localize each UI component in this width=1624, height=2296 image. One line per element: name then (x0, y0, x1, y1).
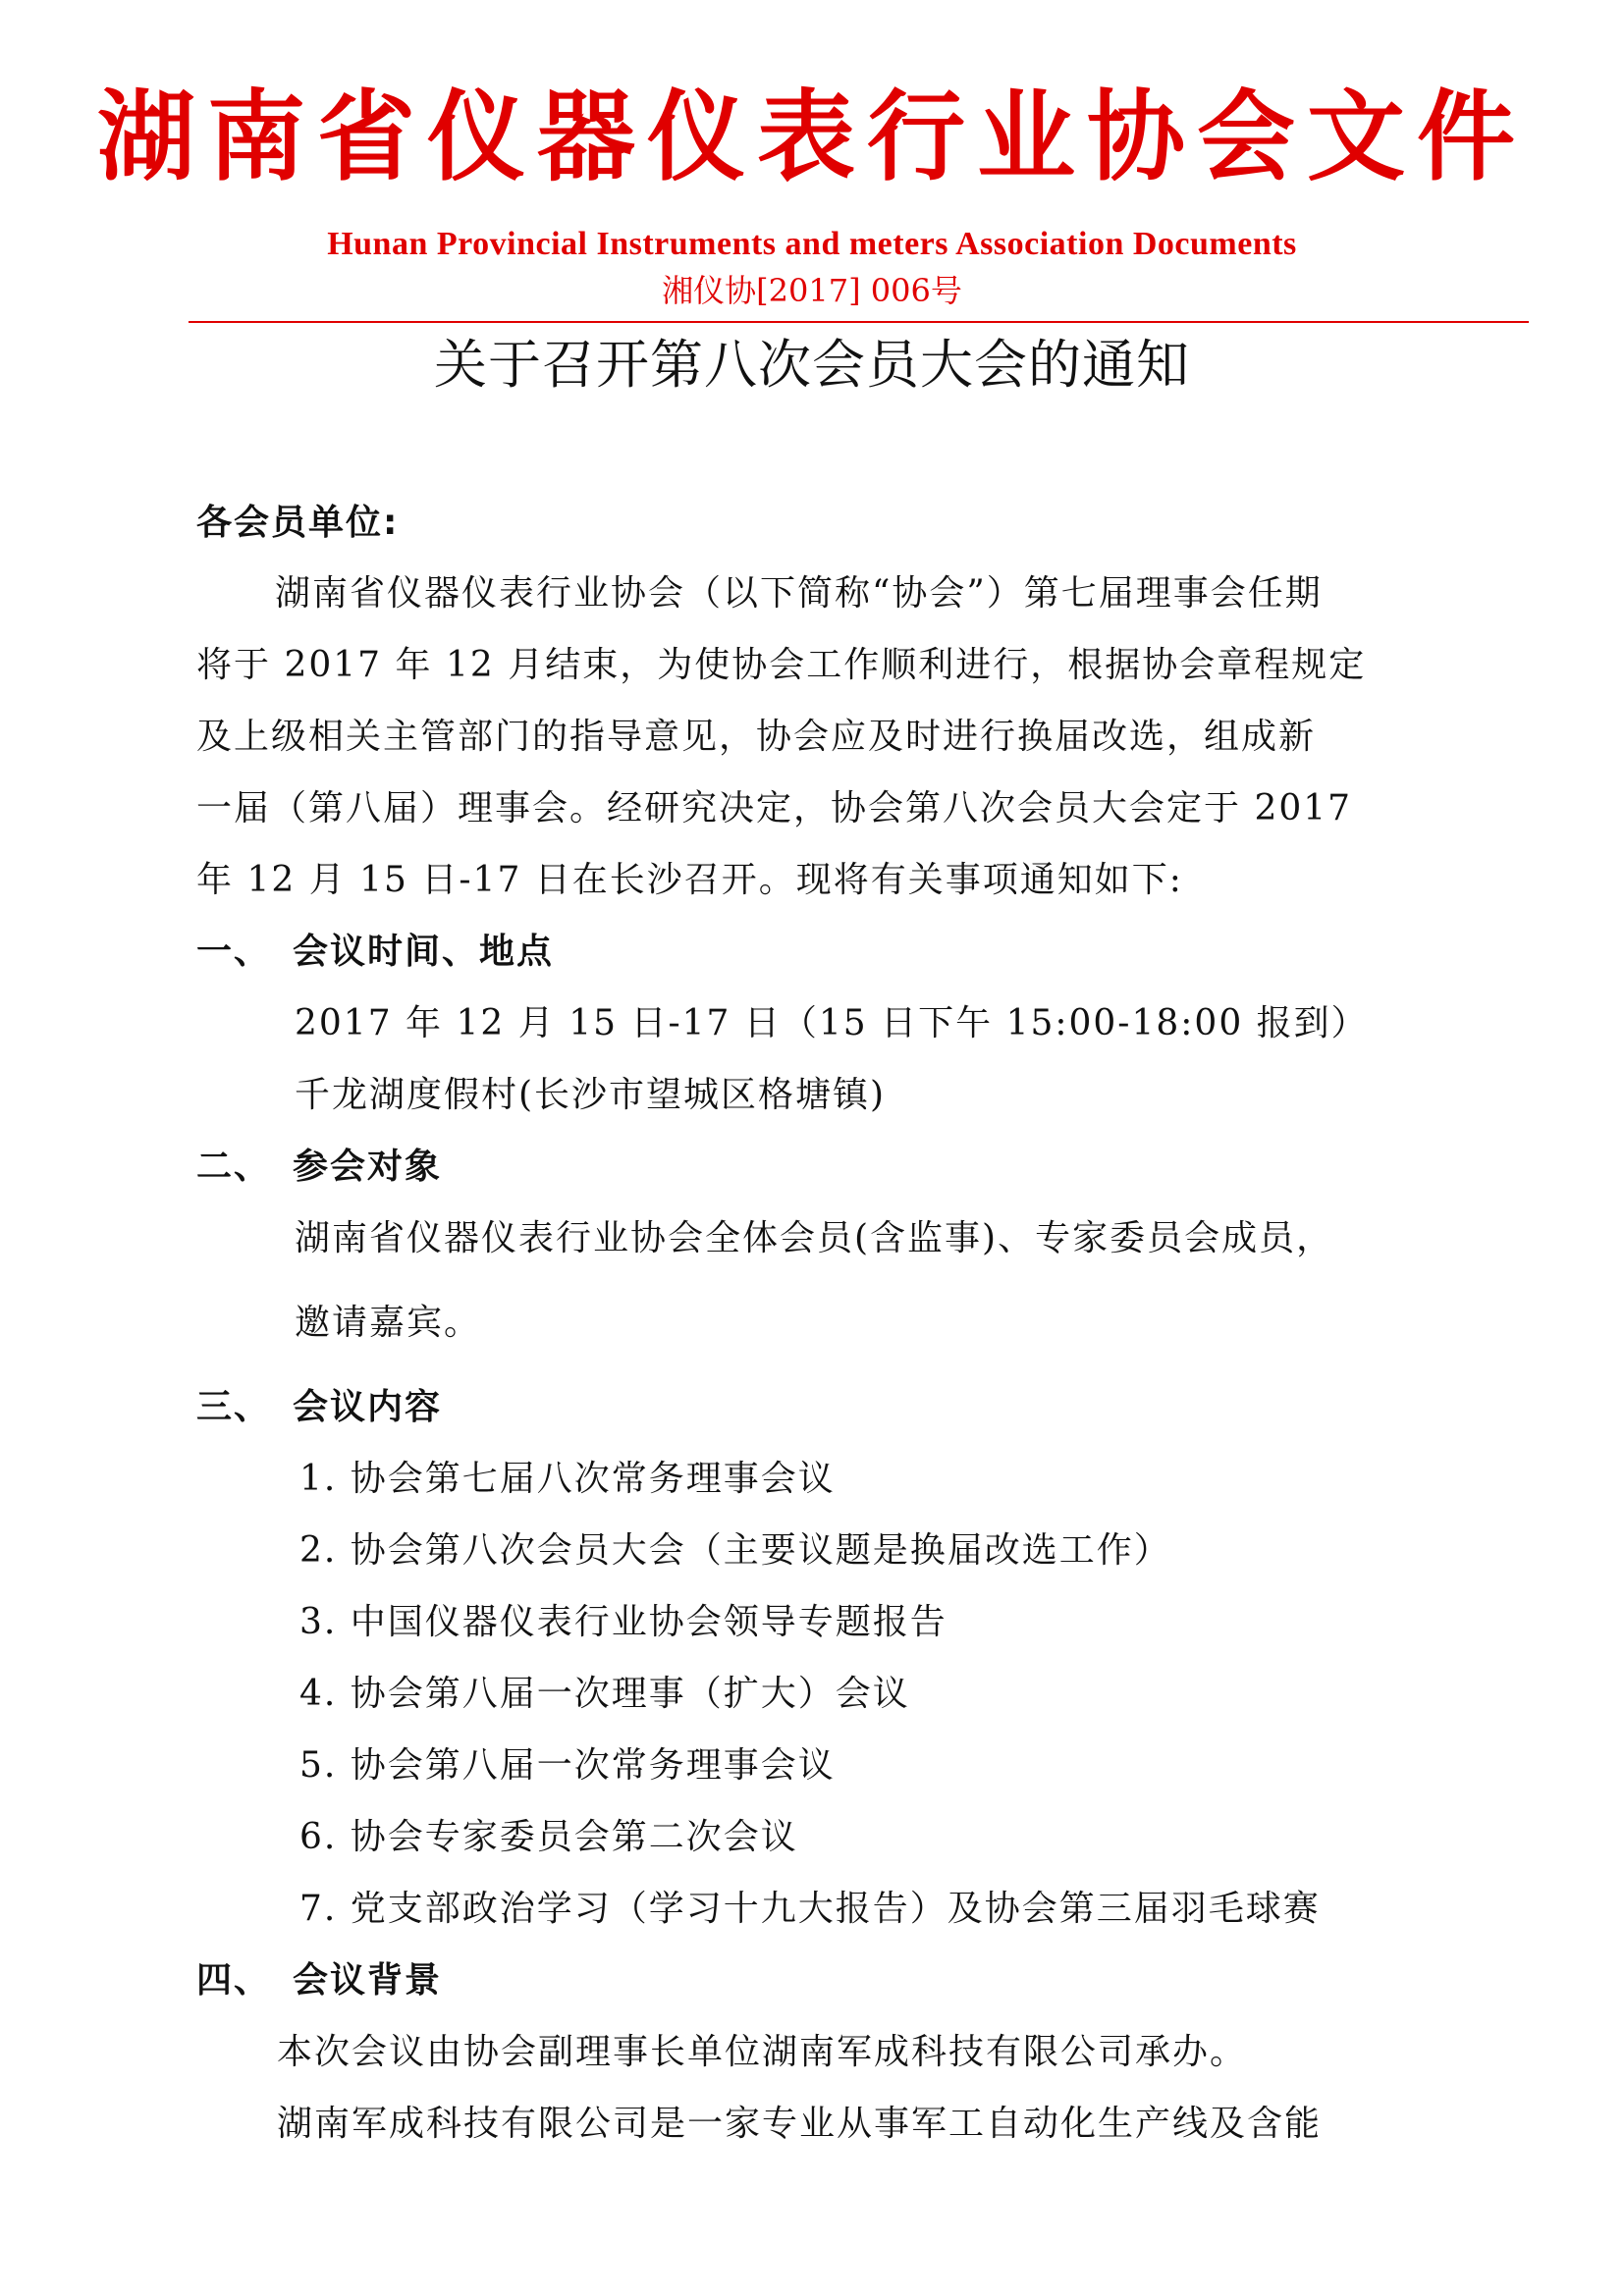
intro-line: 年 12 月 15 日-17 日在长沙召开。现将有关事项通知如下: (196, 860, 1183, 900)
document-number: 湘仪协[2017] 006号 (662, 272, 962, 309)
agenda-item: 4. 协会第八届一次理事（扩大）会议 (299, 1674, 910, 1714)
section-number: 四、 (196, 1960, 272, 2001)
section-line: 湖南军成科技有限公司是一家专业从事军工自动化生产线及含能 (277, 2104, 1323, 2144)
section-line: 2017 年 12 月 15 日-17 日（15 日下午 15:00-18:00 报到） (295, 1003, 1369, 1043)
intro-line: 及上级相关主管部门的指导意见，协会应及时进行换届改选，组成新 (196, 717, 1317, 757)
letterhead-title: 湖南省仪器仪表行业协会文件 (97, 80, 1527, 194)
section-line: 千龙湖度假村(长沙市望城区格塘镇) (295, 1075, 887, 1115)
agenda-item: 2. 协会第八次会员大会（主要议题是换届改选工作） (299, 1530, 1171, 1571)
section-heading: 会议背景 (293, 1960, 443, 2001)
agenda-item: 5. 协会第八届一次常务理事会议 (299, 1745, 836, 1786)
section-number: 三、 (196, 1387, 272, 1427)
section-heading: 参会对象 (293, 1147, 443, 1187)
intro-line: 湖南省仪器仪表行业协会（以下简称“协会”）第七届理事会任期 (275, 573, 1323, 614)
letterhead-divider (189, 321, 1529, 323)
section-number: 二、 (196, 1147, 272, 1187)
section-line: 湖南省仪器仪表行业协会全体会员(含监事)、专家委员会成员， (295, 1218, 1334, 1258)
notice-title: 关于召开第八次会员大会的通知 (434, 334, 1190, 396)
section-number: 一、 (196, 932, 272, 972)
section-heading: 会议时间、地点 (293, 932, 555, 972)
letterhead-subtitle-en: Hunan Provincial Instruments and meters Association Documents (327, 226, 1297, 262)
intro-line: 将于 2017 年 12 月结束，为使协会工作顺利进行，根据协会章程规定 (196, 645, 1367, 685)
agenda-item: 1. 协会第七届八次常务理事会议 (299, 1459, 836, 1499)
section-line: 邀请嘉宾。 (295, 1303, 482, 1343)
agenda-item: 3. 中国仪器仪表行业协会领导专题报告 (299, 1602, 947, 1642)
intro-line: 一届（第八届）理事会。经研究决定，协会第八次会员大会定于 2017 (196, 788, 1353, 828)
agenda-item: 6. 协会专家委员会第二次会议 (299, 1817, 798, 1857)
agenda-item: 7. 党支部政治学习（学习十九大报告）及协会第三届羽毛球赛 (299, 1889, 1321, 1929)
section-line: 本次会议由协会副理事长单位湖南军成科技有限公司承办。 (277, 2032, 1248, 2072)
section-heading: 会议内容 (293, 1387, 443, 1427)
salutation: 各会员单位: (196, 503, 400, 543)
